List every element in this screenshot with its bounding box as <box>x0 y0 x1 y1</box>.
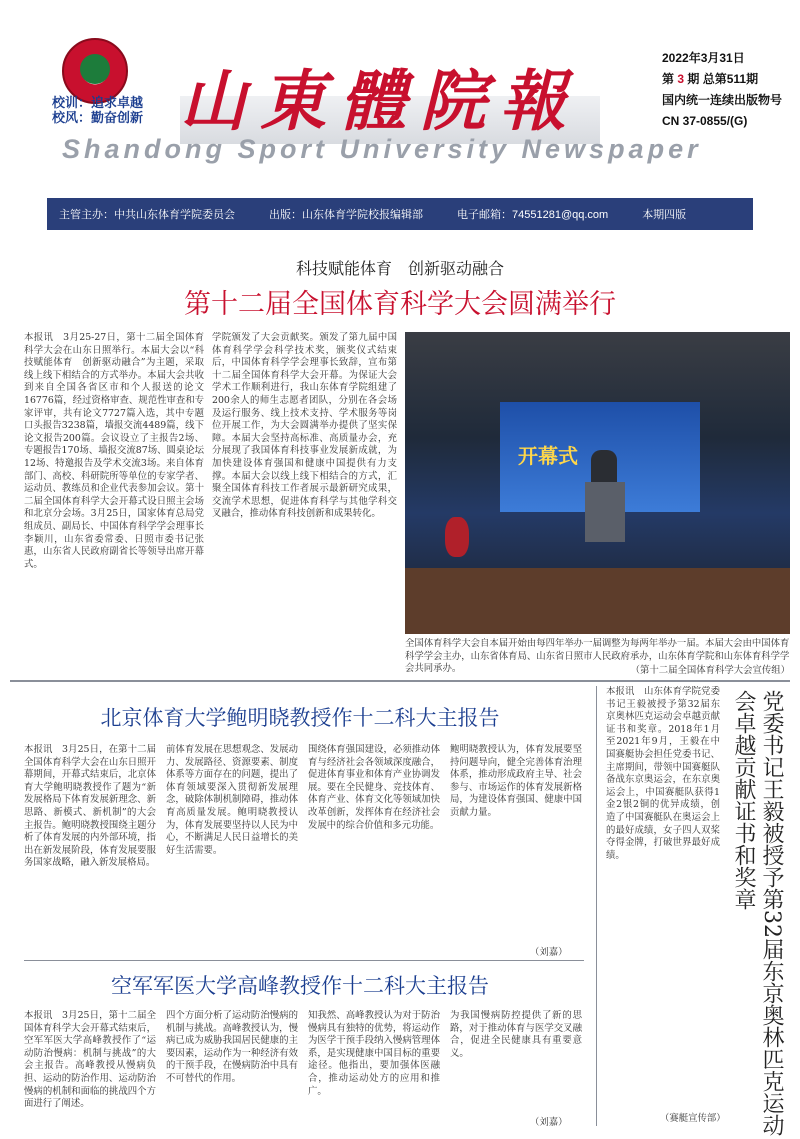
sidebar-headline: 党委书记王毅被授予第32届东京奥林匹克运动会卓越贡献证书和奖章 <box>731 690 784 1136</box>
newspaper-title: 山東體院報 <box>180 62 580 140</box>
newspaper-english-title: Shandong Sport University Newspaper <box>62 134 702 164</box>
photo-caption: 全国体育科学大会自本届开始由每四年举办一届调整为每两年举办一届。本届大会由中国体育科学学会主办，山东省体育局、山东省日照市人民政府承办，山东体育学院和山东体育科学学会共同承办。 <box>405 638 790 675</box>
sidebar-byline: （赛艇宣传部） <box>660 1113 726 1124</box>
cn-label: 国内统一连续出版物号 <box>662 93 783 107</box>
section-divider <box>10 680 790 682</box>
article2-column-2: 前体育发展在思想观念、发展动力、发展路径、资源要素、制度体系等方面存在的问题，提出了体育领域要深入贯彻新发展理念，破除体制机制障碍，推动体育高质量发展。鲍明晓教授认为，体育发展要坚持以人民为中心，不断满足人民日益增长的美好生活需要。 <box>166 744 298 856</box>
article3-column-4: 为我国慢病防控提供了新的思路，对于推动体育与医学交叉融合，促进全民健康具有重要意义。 <box>450 1010 582 1059</box>
stage-floor <box>405 568 790 634</box>
flower-arrangement <box>445 517 469 557</box>
email-text: 电子邮箱：74551281@qq.com <box>457 209 609 221</box>
conference-photo <box>405 332 790 634</box>
article2-byline: （刘嘉） <box>530 947 568 958</box>
sponsor-text: 主管主办：中共山东体育学院委员会 <box>59 209 235 221</box>
motto-line-2: 校风：勤奋创新 <box>52 110 144 125</box>
cn-code: CN 37-0855/(G) <box>662 114 748 128</box>
photo-credit: （第十二届全国体育科学大会宣传组） <box>630 665 790 676</box>
article1-headline: 第十二届全国体育科学大会圆满举行 <box>184 289 616 320</box>
school-motto <box>52 95 143 125</box>
article3-column-3: 知我然、高峰教授认为对于防治慢病具有独特的优势，将运动作为医学干预手段纳入慢病管理体系，是实现健康中国目标的重要途径。他指出，要加强体医融合，推动运动处方的应用和推广。 <box>308 1010 440 1097</box>
article1-subhead: 科技赋能体育 创新驱动融合 <box>295 259 504 278</box>
article2-column-3: 围绕体育强国建设，必须推动体育与经济社会各领域深度融合，促进体育事业和体育产业协调发展。要在全民健身、竞技体育、体育产业、体育文化等领域加快改革创新，发挥体育在经济社会发展中的综合价值和多元功能。 <box>308 744 440 831</box>
publisher-bar <box>47 198 753 230</box>
sidebar-body: 本报讯 山东体育学院党委书记王毅被授予第32届东京奥林匹克运动会卓越贡献证书和奖章。2018年1月至2021年9月，王毅在中国赛艇协会担任党委书记、主席期间，带领中国赛艇队备战东京奥运会，在东京奥运会上，中国赛艇队获得1金2银2铜的优异成绩，创造了中国赛艇队在奥运会上的最好成绩，女子四人双桨夺得金牌，打破世界最好成绩。 <box>606 686 720 861</box>
article3-headline: 空军军医大学高峰教授作十二科大主报告 <box>111 974 489 998</box>
motto-line-1: 校训：追求卓越 <box>52 95 144 110</box>
article2-headline: 北京体育大学鲍明晓教授作十二科大主报告 <box>100 706 500 730</box>
podium <box>585 482 625 542</box>
sidebar-divider <box>596 686 597 1126</box>
stage-screen: 开幕式 <box>500 402 700 512</box>
issue-info <box>662 48 782 132</box>
publisher-text: 出版：山东体育学院校报编辑部 <box>269 209 423 221</box>
article1-column-1: 本报讯 3月25-27日，第十二届全国体育科学大会在山东日照举行。本届大会以“科技赋能体育 创新驱动融合”为主题，采取线上线下相结合的方式举办。本届大会共收到来自全国各省区市和个人报送的论文16776篇，经过资格审查、规范性审查和专家评审，共有论文7727篇入选，其中专题口头报告3238篇，墙报交流4489篇，线下论文报告200篇。会议设立了主报告2场、专题报告170场、墙报交流87场、圆桌论坛12场、特邀报告及学术交流3场。来自体育部门、高校、科研院所等单位的专家学者、运动员、教练员和企业代表参加会议。第十二届全国体育科学大会开幕式设日照主会场和北京分会场。3月25日，国家体育总局党组成员、副局长、中国体育科学学会理事长李颖川，山东省委常委、日照市委书记张惠，山东省人民政府副省长等领导出席开幕式。 <box>24 332 204 570</box>
article3-column-1: 本报讯 3月25日，第十二届全国体育科学大会开幕式结束后，空军军医大学高峰教授作了“运动防治慢病：机制与挑战”的大会主报告。高峰教授从慢病负担、运动的防治作用、运动防治慢病的机制和面临的挑战四个方面进行了阐述。 <box>24 1010 156 1110</box>
article2-column-1: 本报讯 3月25日，在第十二届全国体育科学大会在山东日照开幕期间，开幕式结束后，北京体育大学鲍明晓教授作了题为“新发展格局下体育发展新理念、新思路、新模式、新机制”的大会主报告。鲍明晓教授围绕主题分析了体育发展的内外部环境，指出在新发展阶段，体育发展要服务国家战略，融入新发展格局。 <box>24 744 156 869</box>
article1-column-2: 学院颁发了大会贡献奖。颁发了第九届中国体育科学学会科学技术奖，颁奖仪式结束后，中国体育科学学会理事长致辞，宣布第十二届全国体育科学大会开幕。为保证大会学术工作顺利进行，我山东体育学院组建了200余人的师生志愿者团队，分别在各会场及运行服务、线上技术支持、学术服务等岗位开展工作，为大会圆满举办提供了坚实保障。本届大会坚持高标准、高质量办会，充分展现了我国体育科技事业发展新成就，为加快建设体育强国和健康中国提供有力支撑。本届大会以线上线下相结合的方式，汇聚全国体育科技工作者展示最新研究成果，交流学术思想，促进体育科学与其他学科交叉融合，推动体育科技创新和成果转化。 <box>212 332 397 520</box>
article3-column-2: 四个方面分析了运动防治慢病的机制与挑战。高峰教授认为，慢病已成为威胁我国居民健康的主要因素，运动作为一种经济有效的干预手段，在慢病防治中具有不可替代的作用。 <box>166 1010 298 1084</box>
article3-byline: （刘嘉） <box>530 1117 568 1128</box>
issue-date: 2022年3月31日 <box>662 51 745 65</box>
article-divider <box>24 960 584 961</box>
issue-number: 第 3 期 总第511期 <box>662 72 759 86</box>
article2-column-4: 鲍明晓教授认为，体育发展要坚持问题导向，健全完善体育治理体系，推动形成政府主导、社会参与、市场运作的体育发展新格局，为建设体育强国、健康中国贡献力量。 <box>450 744 582 818</box>
page-count-text: 本期四版 <box>642 209 687 221</box>
